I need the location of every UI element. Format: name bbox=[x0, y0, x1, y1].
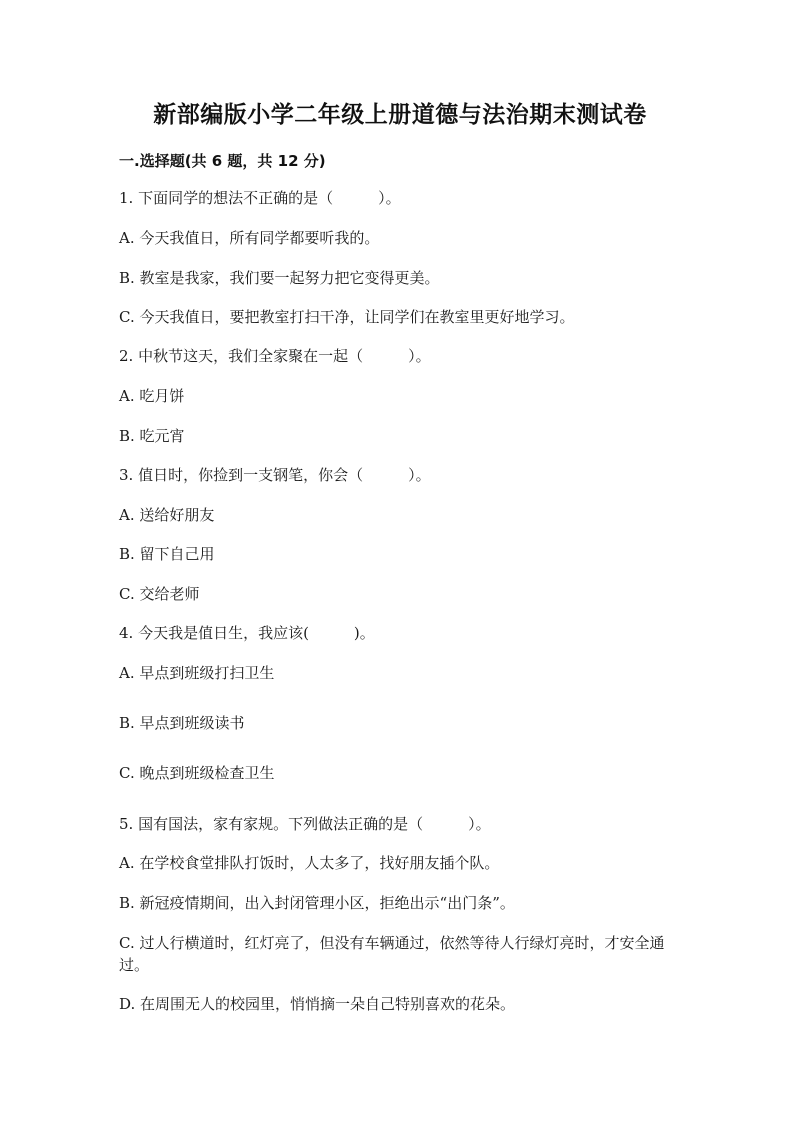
section-heading: 一.选择题(共 6 题，共 12 分) bbox=[119, 152, 326, 170]
answer-option: B. 教室是我家，我们要一起努力把它变得更美。 bbox=[119, 269, 440, 287]
answer-option: D. 在周围无人的校园里，悄悄摘一朵自己特别喜欢的花朵。 bbox=[119, 995, 516, 1013]
answer-option: A. 送给好朋友 bbox=[119, 506, 215, 524]
answer-option: B. 留下自己用 bbox=[119, 545, 215, 563]
question-stem: 4. 今天我是值日生，我应该( )。 bbox=[119, 624, 375, 642]
answer-option: C. 过人行横道时，红灯亮了，但没有车辆通过，依然等待人行绿灯亮时，才安全通过。 bbox=[119, 934, 665, 974]
answer-option: A. 早点到班级打扫卫生 bbox=[119, 664, 275, 682]
answer-option: B. 吃元宵 bbox=[119, 427, 185, 445]
page-title: 新部编版小学二年级上册道德与法治期末测试卷 bbox=[153, 102, 647, 128]
question-stem: 1. 下面同学的想法不正确的是（ ）。 bbox=[119, 189, 401, 207]
answer-option: A. 吃月饼 bbox=[119, 387, 185, 405]
answer-option: C. 今天我值日，要把教室打扫干净，让同学们在教室里更好地学习。 bbox=[119, 308, 575, 326]
answer-option: A. 今天我值日，所有同学都要听我的。 bbox=[119, 229, 380, 247]
answer-option: C. 晚点到班级检查卫生 bbox=[119, 764, 275, 782]
question-stem: 2. 中秋节这天，我们全家聚在一起（ ）。 bbox=[119, 347, 431, 365]
answer-option: A. 在学校食堂排队打饭时，人太多了，找好朋友插个队。 bbox=[119, 854, 500, 872]
answer-option: B. 新冠疫情期间，出入封闭管理小区，拒绝出示“出门条”。 bbox=[119, 894, 515, 912]
question-stem: 3. 值日时，你捡到一支钢笔，你会（ ）。 bbox=[119, 466, 431, 484]
answer-option: B. 早点到班级读书 bbox=[119, 714, 245, 732]
answer-option: C. 交给老师 bbox=[119, 585, 200, 603]
question-stem: 5. 国有国法，家有家规。下列做法正确的是（ ）。 bbox=[119, 815, 491, 833]
